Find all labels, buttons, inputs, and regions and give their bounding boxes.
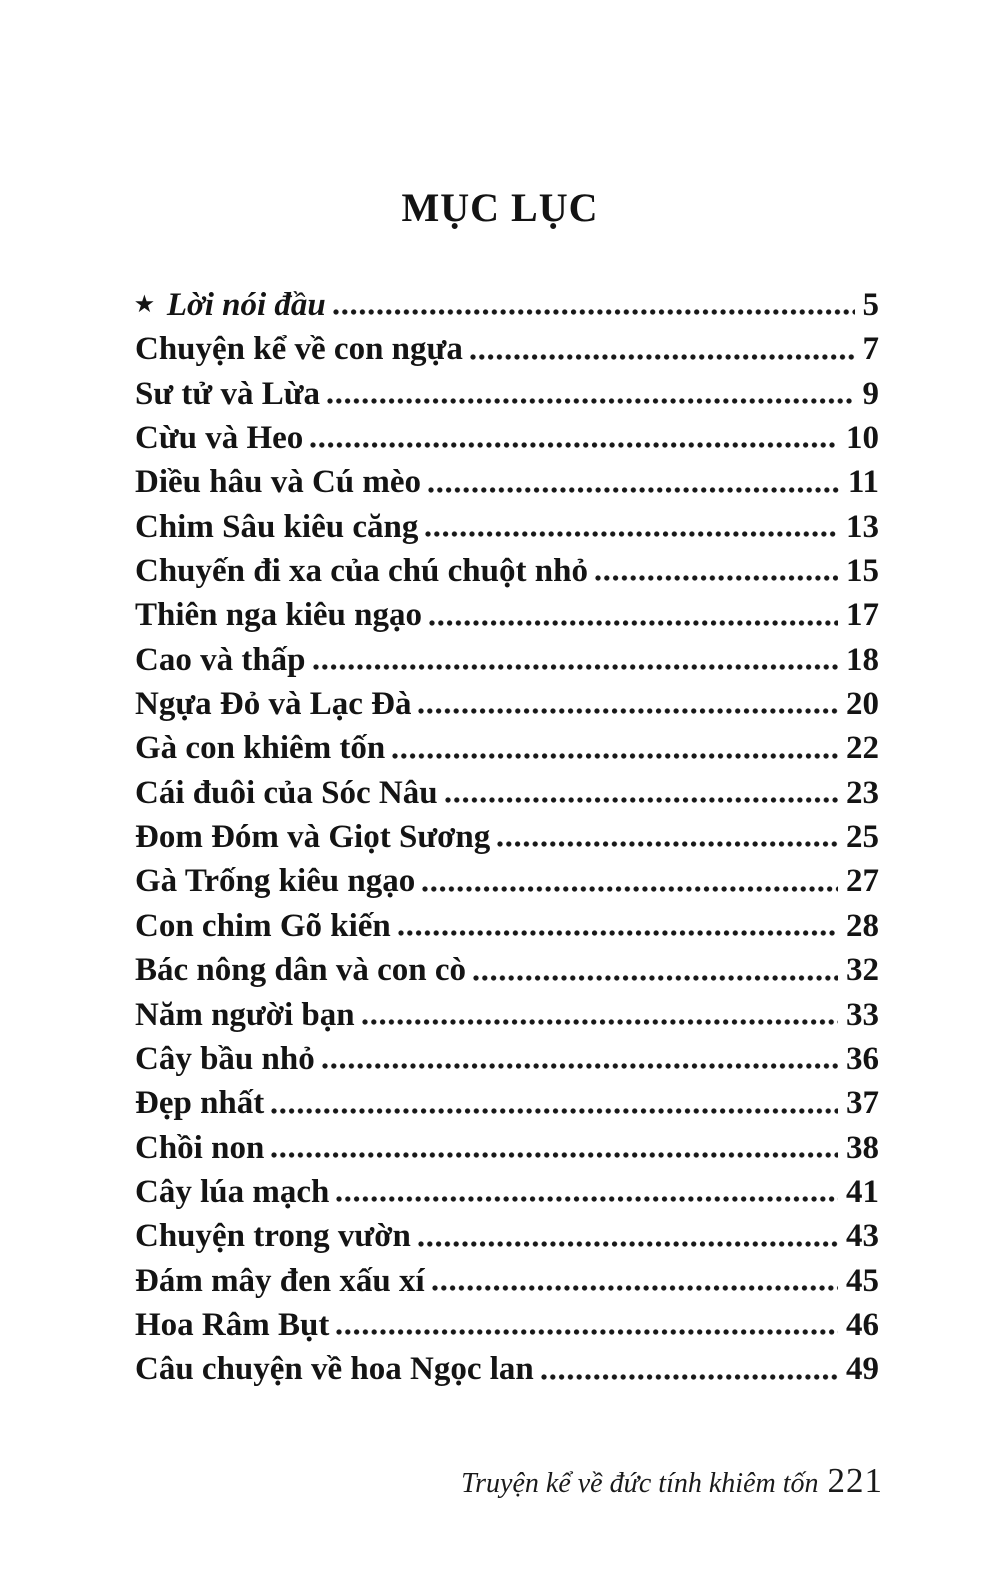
toc-entry-page: 18 — [846, 641, 879, 678]
toc-entry-title: Cây bầu nhỏ — [135, 1040, 315, 1077]
dot-leader-icon — [336, 1196, 838, 1202]
toc-entry-title: Bác nông dân và con cò — [135, 952, 466, 989]
toc-entry — [135, 726, 879, 770]
dot-leader-icon — [333, 309, 855, 315]
toc-entry-page: 5 — [862, 287, 879, 323]
toc-entry — [135, 948, 879, 992]
toc-entry-title: Thiên nga kiêu ngạo — [135, 597, 423, 634]
dot-leader-icon — [497, 841, 838, 847]
toc-entry-title: Cao và thấp — [135, 641, 306, 678]
toc-entry — [135, 505, 879, 549]
footer-book-title: Truyện kể về đức tính khiêm tốn — [461, 1468, 819, 1499]
toc-entry-page: 37 — [846, 1085, 879, 1122]
toc-entry-title: Chuyến đi xa của chú chuột nhỏ — [135, 553, 588, 590]
toc-entry-page: 45 — [846, 1262, 879, 1299]
dot-leader-icon — [470, 354, 855, 360]
toc-entry — [135, 771, 879, 815]
toc-entry-title: Ngựa Đỏ và Lạc Đà — [135, 686, 412, 723]
toc-entry-title: Đám mây đen xấu xí — [135, 1262, 425, 1299]
toc-entry — [135, 1170, 879, 1214]
dot-leader-icon — [429, 620, 838, 626]
toc-entry-title: Câu chuyện về hoa Ngọc lan — [135, 1351, 534, 1388]
dot-leader-icon — [313, 664, 838, 670]
toc-entry — [135, 372, 879, 416]
toc-entry-title: Chuyện trong vườn — [135, 1218, 411, 1255]
dot-leader-icon — [310, 442, 838, 448]
toc-entry — [135, 1214, 879, 1258]
toc-entry — [135, 638, 879, 682]
toc-entry-page: 10 — [846, 420, 879, 457]
dot-leader-icon — [422, 886, 838, 892]
toc-entry — [135, 1303, 879, 1347]
toc-entry-title: Sư tử và Lừa — [135, 375, 321, 412]
dot-leader-icon — [327, 398, 854, 404]
toc-entry-title: Gà Trống kiêu ngạo — [135, 863, 416, 900]
toc-entry — [135, 593, 879, 637]
footer-page-number: 221 — [827, 1461, 883, 1500]
toc-entry-page: 46 — [846, 1306, 879, 1343]
dot-leader-icon — [595, 575, 838, 581]
toc-entry-title: Chuyện kể về con ngựa — [135, 331, 463, 368]
toc-entry — [135, 682, 879, 726]
toc-entry-title: Đom Đóm và Giọt Sương — [135, 819, 491, 856]
toc-entry-title: Lời nói đầu — [166, 287, 326, 323]
toc-entry-page: 17 — [846, 597, 879, 634]
toc-entry — [135, 549, 879, 593]
toc-entry — [135, 1081, 879, 1125]
toc-entry — [135, 416, 879, 460]
toc-entry-page: 7 — [862, 331, 879, 368]
toc-entry-page: 23 — [846, 774, 879, 811]
toc-entry — [135, 327, 879, 371]
dot-leader-icon — [428, 487, 840, 493]
dot-leader-icon — [541, 1374, 838, 1380]
toc-entry-title: Cừu và Heo — [135, 420, 304, 457]
toc-entry-page: 20 — [846, 686, 879, 723]
dot-leader-icon — [398, 930, 838, 936]
dot-leader-icon — [392, 753, 838, 759]
dot-leader-icon — [271, 1152, 838, 1158]
toc-entry — [135, 1259, 879, 1303]
toc-entry — [135, 815, 879, 859]
dot-leader-icon — [425, 531, 838, 537]
dot-leader-icon — [418, 1241, 838, 1247]
toc-entry — [135, 460, 879, 504]
toc-entry-title: Chim Sâu kiêu căng — [135, 508, 419, 545]
dot-leader-icon — [473, 975, 838, 981]
dot-leader-icon — [271, 1108, 838, 1114]
toc-entry-page: 27 — [846, 863, 879, 900]
dot-leader-icon — [362, 1019, 838, 1025]
toc-entry-page: 32 — [846, 952, 879, 989]
toc-entry-title: Cái đuôi của Sóc Nâu — [135, 774, 438, 811]
star-icon: ★ — [135, 292, 154, 316]
toc-entry-page: 11 — [847, 464, 879, 501]
toc-entry-page: 49 — [846, 1351, 879, 1388]
toc-entry-title: Cây lúa mạch — [135, 1173, 330, 1210]
toc-entry-title: Năm người bạn — [135, 996, 355, 1033]
page-title: MỤC LỤC — [401, 185, 599, 230]
dot-leader-icon — [418, 708, 838, 714]
toc-entry-page: 15 — [846, 553, 879, 590]
toc-entry-page: 22 — [846, 730, 879, 767]
dot-leader-icon — [432, 1285, 838, 1291]
toc-entry-title: Hoa Râm Bụt — [135, 1306, 330, 1343]
toc-entry-page: 33 — [846, 996, 879, 1033]
running-footer — [461, 1461, 883, 1501]
toc-entry-title: Diều hâu và Cú mèo — [135, 464, 422, 501]
toc-entry — [135, 1037, 879, 1081]
toc-entry-page: 38 — [846, 1129, 879, 1166]
toc-entry-page: 36 — [846, 1040, 879, 1077]
toc-entry — [135, 1126, 879, 1170]
toc-entry — [135, 1347, 879, 1391]
toc-entry-page: 25 — [846, 819, 879, 856]
toc-entry-page: 43 — [846, 1218, 879, 1255]
toc-entry-title: Đẹp nhất — [135, 1085, 265, 1122]
dot-leader-icon — [445, 797, 838, 803]
toc-entry — [135, 283, 879, 327]
toc-entry-title: Gà con khiêm tốn — [135, 730, 386, 767]
dot-leader-icon — [336, 1329, 838, 1335]
toc-entry-title: Con chim Gõ kiến — [135, 907, 391, 944]
toc-entry — [135, 859, 879, 903]
toc-entry-page: 41 — [846, 1173, 879, 1210]
toc-entry-page: 9 — [862, 375, 879, 412]
toc-list — [135, 283, 879, 1392]
toc-entry-page: 13 — [846, 508, 879, 545]
dot-leader-icon — [322, 1063, 838, 1069]
toc-entry-title: Chồi non — [135, 1129, 265, 1166]
toc-entry-page: 28 — [846, 907, 879, 944]
toc-entry — [135, 904, 879, 948]
toc-entry — [135, 993, 879, 1037]
